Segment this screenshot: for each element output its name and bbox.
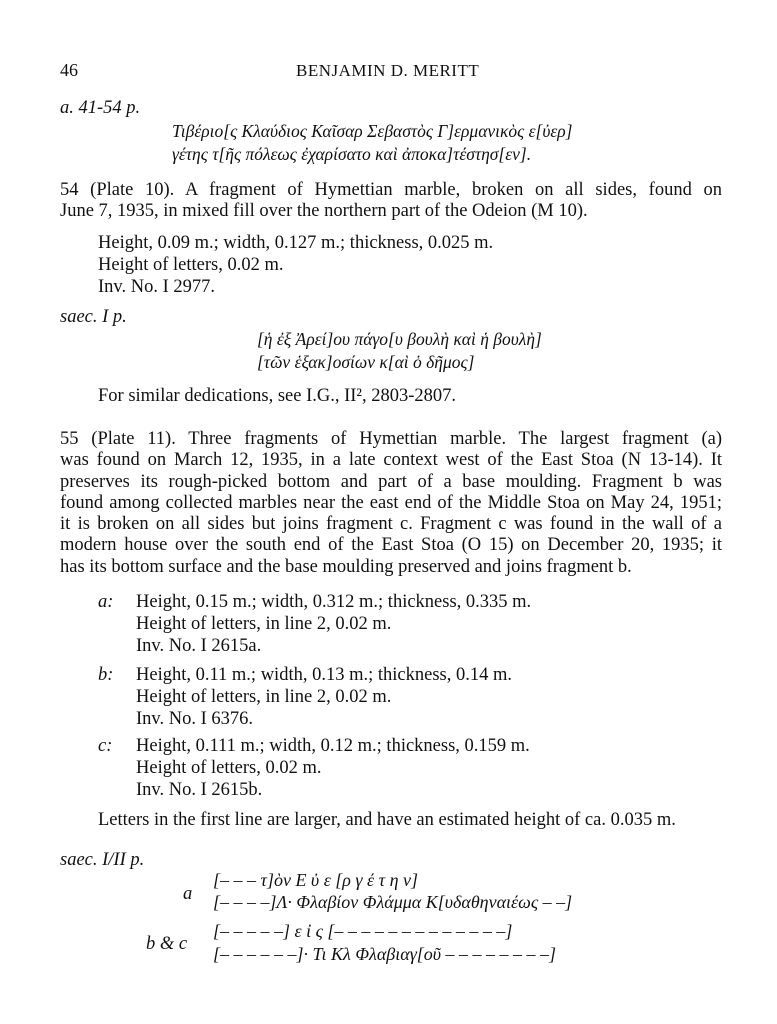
measurement-line: Height of letters, in line 2, 0.02 m.: [136, 614, 392, 634]
text-line: has its bottom surface and the base moulding preserved and joins fragment b.: [60, 556, 632, 577]
running-header-author: BENJAMIN D. MERITT: [296, 61, 480, 80]
date-label: saec. I/II p.: [60, 850, 145, 870]
entry-54-description: [60, 180, 722, 223]
measurement-line: Height, 0.09 m.; width, 0.127 m.; thickness, 0.025 m.: [98, 233, 494, 253]
inscription-line: [– – – τ]ὸν Ε ὐ ε [ρ γ έ τ η ν]: [213, 870, 418, 890]
group-label-a: a: [183, 884, 193, 904]
text-line: 54 (Plate 10). A fragment of Hymettian marble, broken on all sides, found on: [60, 180, 722, 200]
text-line: modern house over the south end of the East Stoa (O 15) on December 20, 1935; it: [60, 535, 722, 556]
text-line: was found on March 12, 1935, in a late context west of the East Stoa (N 13-14). It: [60, 450, 722, 471]
text-line: it is broken on all sides but joins fragment c. Fragment c was found in the wall of a: [60, 514, 722, 535]
inscription-line: [– – – – –] ε ἰ ς [– – – – – – – – – – – – –]: [213, 921, 513, 941]
text-line: found among collected marbles near the east end of the Middle Stoa on May 24, 1951;: [60, 492, 722, 513]
inscription-line: [– – – –]Λ· Φλαβίον Φλάμμα Κ[υδαθηναιέως – –]: [213, 892, 573, 912]
page-number: 46: [60, 60, 78, 80]
fragment-label: a:: [98, 592, 114, 612]
reference-note: For similar dedications, see I.G., II², 2803-2807.: [98, 386, 457, 406]
measurement-line: Height of letters, in line 2, 0.02 m.: [136, 687, 392, 707]
date-label: saec. I p.: [60, 307, 127, 327]
inscription-line: [τῶν ἑξακ]οσίων κ[αὶ ὁ δῆμος]: [257, 352, 475, 372]
inscription-line: [ἡ ἐξ Ἀρεί]ου πάγο[υ βουλὴ καὶ ἡ βουλὴ]: [257, 329, 542, 349]
measurement-line: Height of letters, 0.02 m.: [136, 758, 322, 778]
date-label: a. 41-54 p.: [60, 98, 141, 118]
measurement-line: Height, 0.11 m.; width, 0.13 m.; thickness, 0.14 m.: [136, 665, 512, 685]
inventory-number: Inv. No. I 2615b.: [136, 780, 263, 800]
inventory-number: Inv. No. I 2615a.: [136, 636, 262, 656]
inventory-number: Inv. No. I 6376.: [136, 709, 253, 729]
inventory-number: Inv. No. I 2977.: [98, 277, 215, 297]
measurement-line: Height of letters, 0.02 m.: [98, 255, 284, 275]
inscription-line: γέτης τ[ῆς πόλεως ἐχαρίσατο καὶ ἀποκα]τέστησ[εν].: [172, 144, 532, 164]
fragment-label: b:: [98, 665, 114, 685]
letter-height-note: Letters in the first line are larger, and have an estimated height of ca. 0.035 m.: [98, 810, 676, 830]
text-line: June 7, 1935, in mixed fill over the northern part of the Odeion (M 10).: [60, 201, 588, 222]
measurement-line: Height, 0.111 m.; width, 0.12 m.; thickness, 0.159 m.: [136, 736, 530, 756]
inscription-line: Τιβέριο[ς Κλαύδιος Καῖσαρ Σεβαστὸς Γ]ερμανικὸς ε[ὐερ]: [172, 121, 573, 141]
measurement-line: Height, 0.15 m.; width, 0.312 m.; thickness, 0.335 m.: [136, 592, 532, 612]
text-line: preserves its rough-picked bottom and part of a base moulding. Fragment b was: [60, 471, 722, 492]
inscription-line: [– – – – – –]· Τι Κλ Φλαβιαγ[οῦ – – – – – – – –]: [213, 944, 557, 964]
entry-55-description: [60, 429, 722, 578]
fragment-label: c:: [98, 736, 113, 756]
group-label-b-c: b & c: [146, 934, 188, 954]
text-line: 55 (Plate 11). Three fragments of Hymettian marble. The largest fragment (a): [60, 429, 722, 449]
